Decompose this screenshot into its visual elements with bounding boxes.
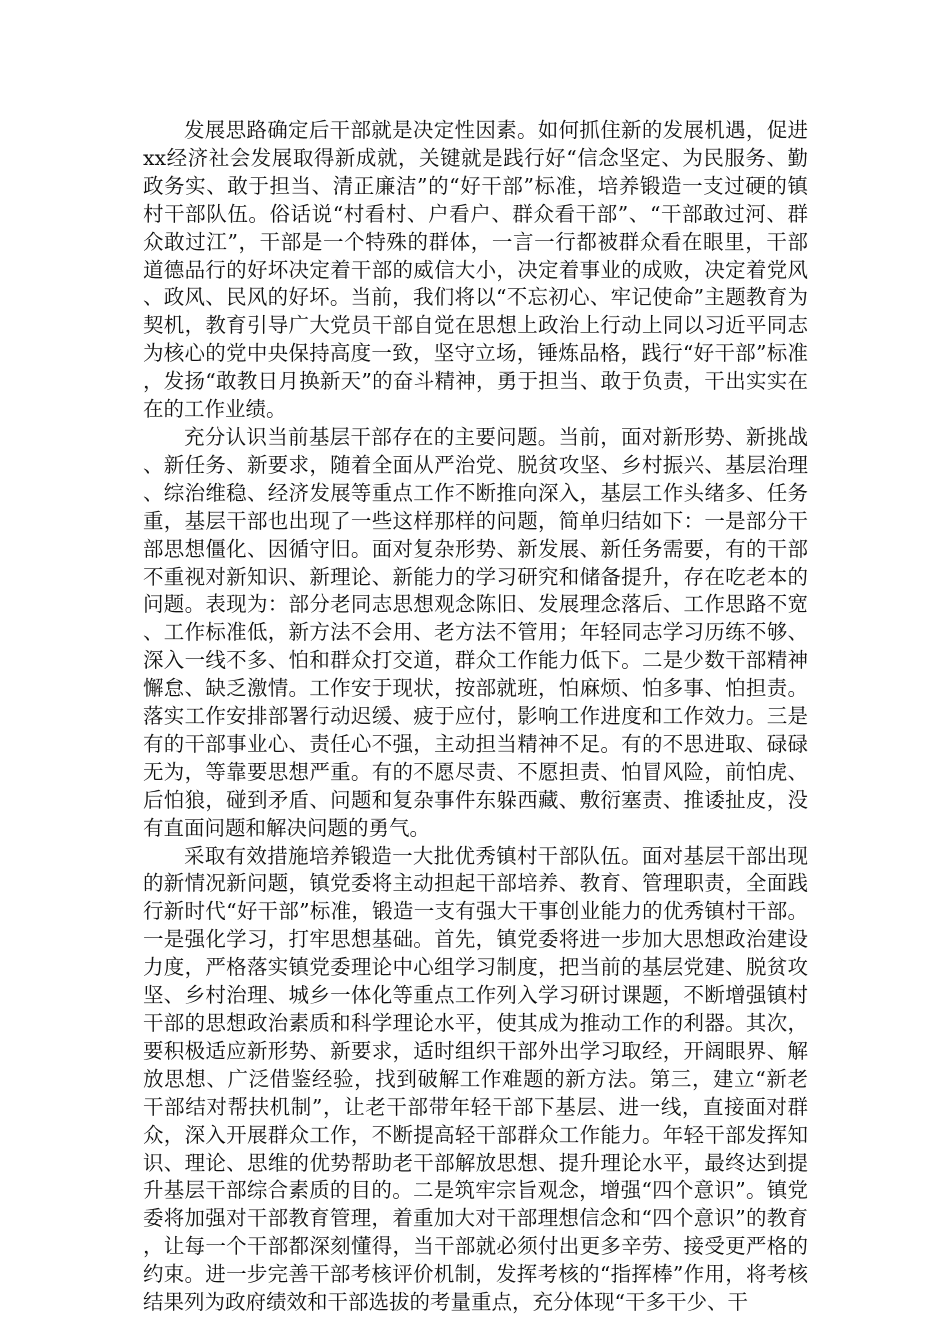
paragraph-current-problems: 充分认识当前基层干部存在的主要问题。当前，面对新形势、新挑战、新任务、新要求，随着全面从严治党、脱贫攻坚、乡村振兴、基层治理、综治维稳、经济发展等重点工作不断推向深入，基层工作头绪多、任务重，基层干部也出现了一些这样那样的问题，简单归结如下：一是部分干部思想僵化、因循守旧。面对复杂形势、新发展、新任务需要，有的干部不重视对新知识、新理论、新能力的学习研究和储备提升，存在吃老本的问题。表现为：部分老同志思想观念陈旧、发展理念落后、工作思路不宽、工作标准低，新方法不会用、老方法不管用；年轻同志学习历练不够、深入一线不多、怕和群众打交道，群众工作能力低下。二是少数干部精神懈怠、缺乏激情。工作安于现状，按部就班，怕麻烦、怕多事、怕担责。落实工作安排部署行动迟缓、疲于应付，影响工作进度和工作效力。三是有的干部事业心、责任心不强，主动担当精神不足。有的不思进取、碌碌无为，等靠要思想严重。有的不愿尽责、不愿担责、怕冒风险，前怕虎、后怕狼，碰到矛盾、问题和复杂事件东躲西藏、敷衍塞责、推诿扯皮，没有直面问题和解决问题的勇气。 xyxy=(143,424,808,840)
document-page xyxy=(143,117,808,1317)
paragraph-effective-measures: 采取有效措施培养锻造一大批优秀镇村干部队伍。面对基层干部出现的新情况新问题，镇党委将主动担起干部培养、教育、管理职责，全面践行新时代“好干部”标准，锻造一支有强大干事创业能力的优秀镇村干部。一是强化学习，打牢思想基础。首先，镇党委将进一步加大思想政治建设力度，严格落实镇党委理论中心组学习制度，把当前的基层党建、脱贫攻坚、乡村治理、城乡一体化等重点工作列入学习研讨课题，不断增强镇村干部的思想政治素质和科学理论水平，使其成为推动工作的利器。其次，要积极适应新形势、新要求，适时组织干部外出学习取经，开阔眼界、解放思想、广泛借鉴经验，找到破解工作难题的新方法。第三，建立“新老干部结对帮扶机制”，让老干部带年轻干部下基层、进一线，直接面对群众，深入开展群众工作，不断提高轻干部群众工作能力。年轻干部发挥知识、理论、思维的优势帮助老干部解放思想、提升理论水平，最终达到提升基层干部综合素质的目的。二是筑牢宗旨观念，增强“四个意识”。镇党委将加强对干部教育管理，着重加大对干部理想信念和“四个意识”的教育，让每一个干部都深刻懂得，当干部就必须付出更多辛劳、接受更严格的约束。进一步完善干部考核评价机制，发挥考核的“指挥棒”作用，将考核结果列为政府绩效和干部选拔的考量重点，充分体现“干多干少、干 xyxy=(143,843,808,1315)
paragraph-development-thinking: 发展思路确定后干部就是决定性因素。如何抓住新的发展机遇，促进xx经济社会发展取得新成就，关键就是践行好“信念坚定、为民服务、勤政务实、敢于担当、清正廉洁”的“好干部”标准，培养锻造一支过硬的镇村干部队伍。俗话说“村看村、户看户、群众看干部”、“干部敢过河、群众敢过江”，干部是一个特殊的群体，一言一行都被群众看在眼里，干部道德品行的好坏决定着干部的威信大小，决定着事业的成败，决定着党风、政风、民风的好坏。当前，我们将以“不忘初心、牢记使命”主题教育为契机，教育引导广大党员干部自觉在思想上政治上行动上同以习近平同志为核心的党中央保持高度一致，坚守立场，锤炼品格，践行“好干部”标准，发扬“敢教日月换新天”的奋斗精神，勇于担当、敢于负责，干出实实在在的工作业绩。 xyxy=(143,118,808,422)
